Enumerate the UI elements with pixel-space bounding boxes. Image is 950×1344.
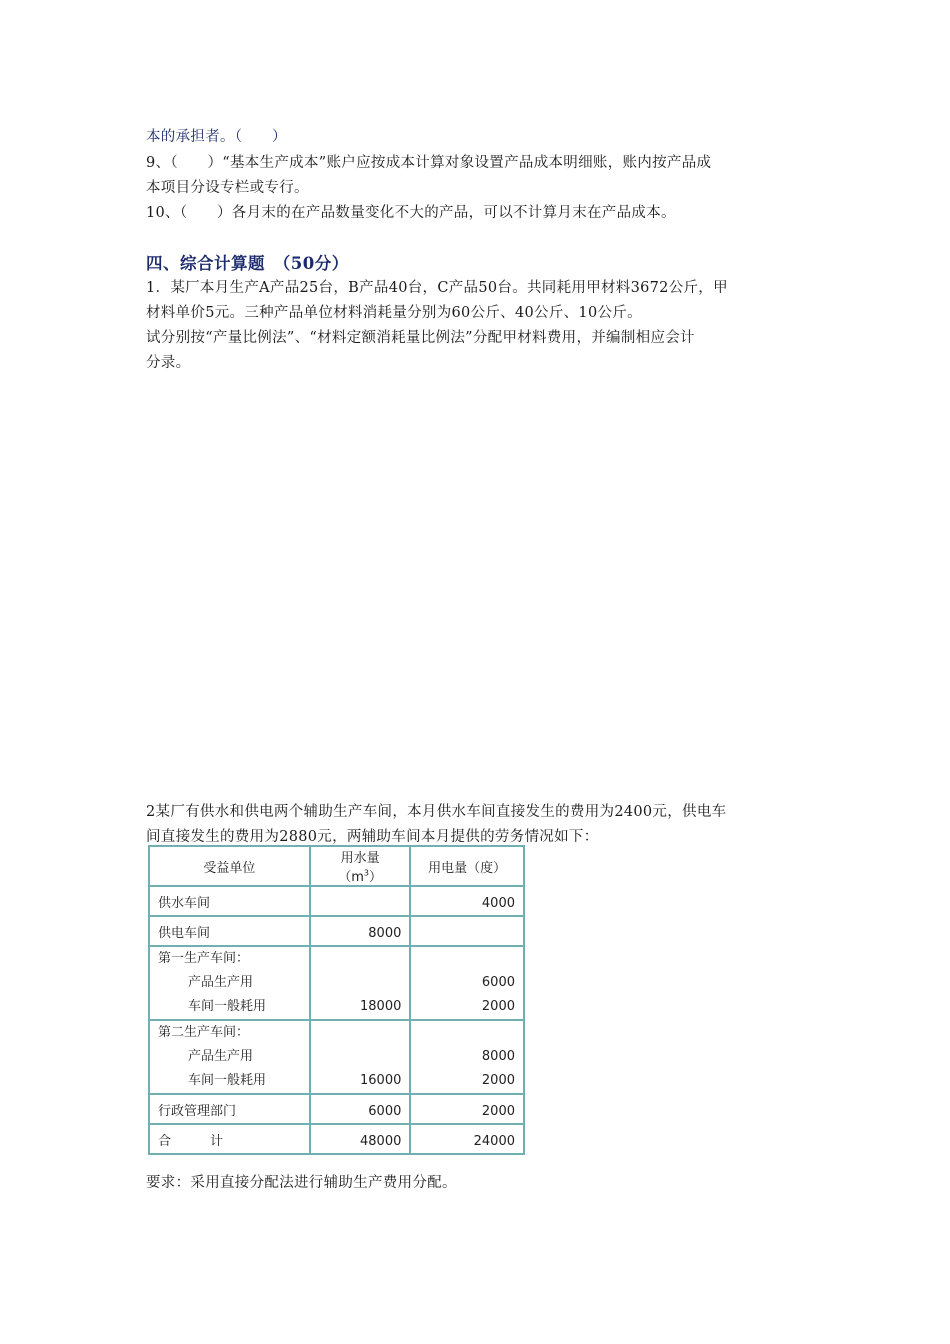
table-cell	[149, 946, 310, 1020]
table-cell: 4000	[410, 886, 524, 916]
sub-label: 车间一般耗用	[188, 1073, 267, 1088]
table-header	[310, 846, 411, 886]
table-row	[149, 1020, 524, 1094]
sub-label: 产品生产用	[188, 975, 254, 990]
cell-value: 16000	[360, 1073, 402, 1088]
question-1-line: 材料单价5元。三种产品单位材料消耗量分别为60公斤、40公斤、10公斤。	[146, 305, 642, 321]
text-line: 10、（ ）各月末的在产品数量变化不大的产品，可以不计算月末在产品成本。	[146, 205, 676, 221]
table-cell: 6000	[310, 1094, 411, 1124]
table-cell	[410, 916, 524, 946]
table-header: 受益单位	[149, 846, 310, 886]
table-cell	[310, 1020, 411, 1094]
sub-label: 产品生产用	[188, 1049, 254, 1064]
table-cell: 24000	[410, 1124, 524, 1154]
table-row	[149, 1094, 524, 1124]
table-row	[149, 886, 524, 916]
question-1-line: 分录。	[146, 355, 191, 371]
table-header: 用电量（度）	[410, 846, 524, 886]
cell-value: 8000	[481, 1049, 515, 1064]
header-text: ）	[368, 870, 382, 885]
table-cell	[310, 886, 411, 916]
table-cell: 供电车间	[149, 916, 310, 946]
table-row	[149, 946, 524, 1020]
requirement-line: 要求：采用直接分配法进行辅助生产费用分配。	[146, 1175, 457, 1191]
question-2-line: 2某厂有供水和供电两个辅助生产车间，本月供水车间直接发生的费用为2400元，供电车	[146, 804, 727, 820]
header-text: 用水量（m	[338, 851, 380, 885]
table-header-row	[149, 846, 524, 886]
table-cell	[410, 1020, 524, 1094]
table-cell: 行政管理部门	[149, 1094, 310, 1124]
table-cell: 48000	[310, 1124, 411, 1154]
cell-value: 18000	[360, 999, 402, 1014]
table-cell	[149, 1020, 310, 1094]
cell-value: 2000	[481, 1073, 515, 1088]
group-label: 第二生产车间：	[158, 1025, 250, 1040]
cell-value: 6000	[481, 975, 515, 990]
table-total-row	[149, 1124, 524, 1154]
cell-value: 2000	[481, 999, 515, 1014]
table-cell: 合 计	[149, 1124, 310, 1154]
question-1-line: 1．某厂本月生产A产品25台，B产品40台，C产品50台。共同耗用甲材料3672公斤，甲	[146, 280, 728, 296]
header-sup: 3	[363, 868, 369, 878]
table-cell	[410, 946, 524, 1020]
sub-label: 车间一般耗用	[188, 999, 267, 1014]
text-line: 本项目分设专栏或专行。	[146, 180, 309, 196]
service-table	[148, 845, 525, 1155]
table-cell: 供水车间	[149, 886, 310, 916]
text-line: 9、（ ）“基本生产成本”账户应按成本计算对象设置产品成本明细账，账内按产品成	[146, 155, 712, 171]
text-line: 本的承担者。（ ）	[146, 129, 287, 145]
group-label: 第一生产车间：	[158, 951, 250, 966]
table-cell	[310, 946, 411, 1020]
section-heading: 四、综合计算题 （50分）	[146, 254, 349, 273]
question-2-line: 间直接发生的费用为2880元，两辅助车间本月提供的劳务情况如下：	[146, 829, 599, 845]
table-cell: 2000	[410, 1094, 524, 1124]
table-row	[149, 916, 524, 946]
question-1-line: 试分别按“产量比例法”、“材料定额消耗量比例法”分配甲材料费用，并编制相应会计	[146, 330, 695, 346]
table-cell: 8000	[310, 916, 411, 946]
